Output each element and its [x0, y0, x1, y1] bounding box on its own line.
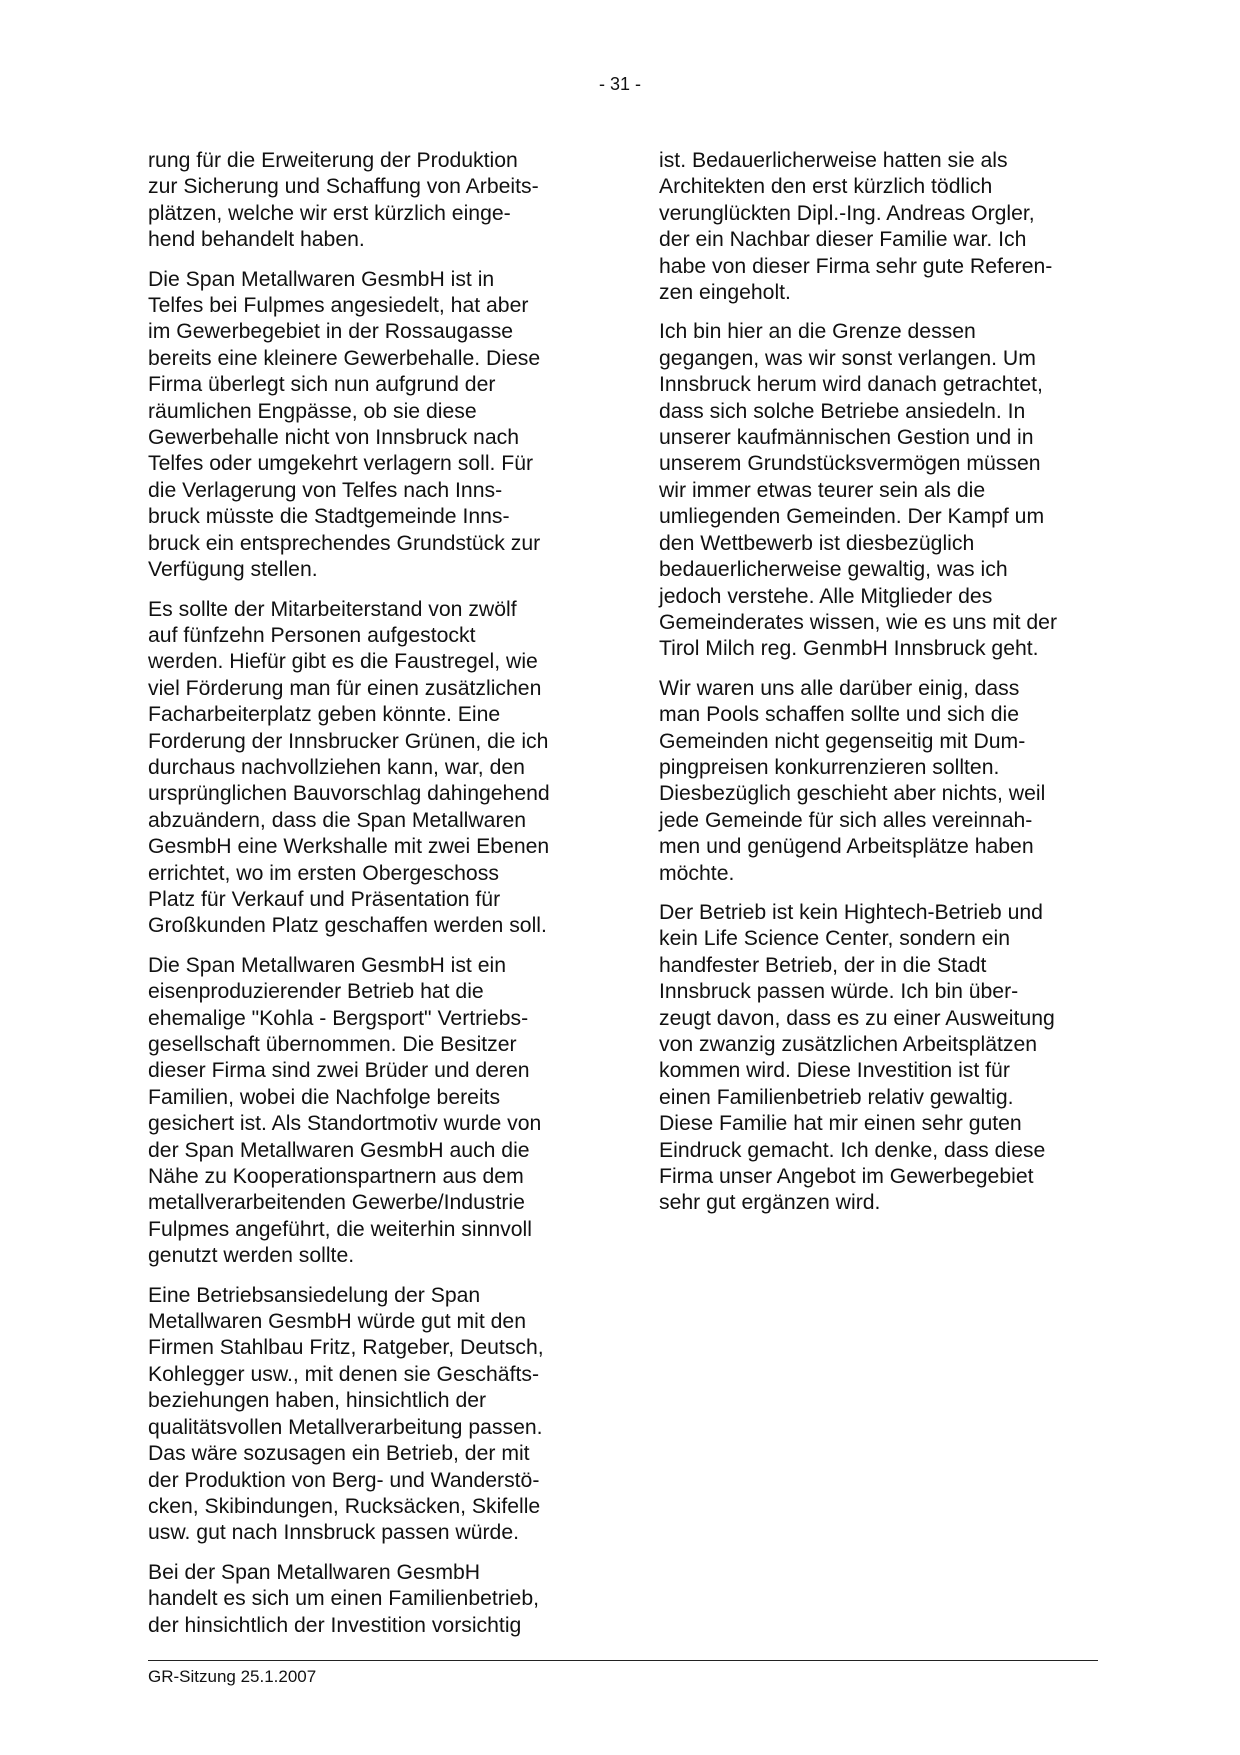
- text-line: auf fünfzehn Personen aufgestockt: [148, 623, 476, 647]
- text-line: zur Sicherung und Schaffung von Arbeits-: [148, 175, 539, 199]
- text-line: errichtet, wo im ersten Obergeschoss: [148, 861, 499, 885]
- text-line: bereits eine kleinere Gewerbehalle. Diese: [148, 346, 541, 370]
- text-line: der Span Metallwaren GesmbH auch die: [148, 1138, 530, 1162]
- text-line: bedauerlicherweise gewaltig, was ich: [659, 558, 1008, 582]
- text-line: Architekten den erst kürzlich tödlich: [659, 175, 993, 199]
- text-line: jedoch verstehe. Alle Mitglieder des: [659, 584, 993, 608]
- text-line: wir immer etwas teurer sein als die: [659, 478, 986, 502]
- text-line: jede Gemeinde für sich alles vereinnah-: [659, 808, 1033, 832]
- text-line: der ein Nachbar dieser Familie war. Ich: [659, 228, 1027, 252]
- text-line: handfester Betrieb, der in die Stadt: [659, 953, 987, 977]
- text-line: gesichert ist. Als Standortmotiv wurde von: [148, 1112, 542, 1136]
- text-line: dieser Firma sind zwei Brüder und deren: [148, 1059, 530, 1083]
- text-line: einen Familienbetrieb relativ gewaltig.: [659, 1085, 1014, 1109]
- paragraph: [148, 1560, 598, 1639]
- text-line: ehemalige "Kohla - Bergsport" Vertriebs-: [148, 1006, 529, 1030]
- text-line: beziehungen haben, hinsichtlich der: [148, 1389, 487, 1413]
- text-line: ursprünglichen Bauvorschlag dahingehend: [148, 782, 550, 806]
- text-line: Eine Betriebsansiedelung der Span: [148, 1283, 481, 1307]
- text-line: Tirol Milch reg. GenmbH Innsbruck geht.: [659, 637, 1039, 661]
- text-line: man Pools schaffen sollte und sich die: [659, 703, 1020, 727]
- text-line: bruck müsste die Stadtgemeinde Inns-: [148, 505, 510, 529]
- paragraph: [148, 148, 598, 254]
- text-line: cken, Skibindungen, Rucksäcken, Skifelle: [148, 1494, 541, 1518]
- text-line: Metallwaren GesmbH würde gut mit den: [148, 1310, 527, 1334]
- text-line: metallverarbeitenden Gewerbe/Industrie: [148, 1191, 525, 1215]
- paragraph: [659, 148, 1104, 306]
- text-line: abzuändern, dass die Span Metallwaren: [148, 808, 527, 832]
- paragraph: [148, 953, 598, 1270]
- text-line: Ich bin hier an die Grenze dessen: [659, 320, 976, 344]
- text-line: die Verlagerung von Telfes nach Inns-: [148, 478, 503, 502]
- text-line: GesmbH eine Werkshalle mit zwei Ebenen: [148, 835, 550, 859]
- paragraph: [659, 676, 1104, 887]
- text-line: genutzt werden sollte.: [148, 1244, 355, 1268]
- text-line: Verfügung stellen.: [148, 558, 318, 582]
- text-line: Gewerbehalle nicht von Innsbruck nach: [148, 426, 519, 450]
- text-line: den Wettbewerb ist diesbezüglich: [659, 531, 975, 555]
- text-line: usw. gut nach Innsbruck passen würde.: [148, 1521, 519, 1545]
- text-line: viel Förderung man für einen zusätzlichen: [148, 676, 542, 700]
- right-text-column: [659, 148, 1104, 1230]
- text-line: Diese Familie hat mir einen sehr guten: [659, 1112, 1022, 1136]
- text-line: zen eingeholt.: [659, 281, 791, 305]
- text-line: der Produktion von Berg- und Wanderstö-: [148, 1468, 540, 1492]
- text-line: ist. Bedauerlicherweise hatten sie als: [659, 149, 1008, 172]
- left-text-column: [148, 148, 598, 1652]
- paragraph: [659, 319, 1104, 662]
- text-line: hend behandelt haben.: [148, 228, 365, 252]
- text-line: Facharbeiterplatz geben könnte. Eine: [148, 703, 501, 727]
- text-line: dass sich solche Betriebe ansiedeln. In: [659, 399, 1026, 423]
- text-line: plätzen, welche wir erst kürzlich einge-: [148, 201, 511, 225]
- paragraph: [148, 267, 598, 584]
- text-line: Der Betrieb ist kein Hightech-Betrieb und: [659, 900, 1043, 924]
- text-line: Firma unser Angebot im Gewerbegebiet: [659, 1165, 1034, 1189]
- text-line: Telfes bei Fulpmes angesiedelt, hat aber: [148, 294, 529, 318]
- text-line: eisenproduzierender Betrieb hat die: [148, 980, 484, 1004]
- text-line: Wir waren uns alle darüber einig, dass: [659, 676, 1020, 700]
- text-line: Forderung der Innsbrucker Grünen, die ich: [148, 729, 549, 753]
- text-line: Familien, wobei die Nachfolge bereits: [148, 1085, 501, 1109]
- footer-session-date: GR-Sitzung 25.1.2007: [148, 1667, 317, 1686]
- text-line: Nähe zu Kooperationspartnern aus dem: [148, 1165, 524, 1189]
- footer-divider: [148, 1660, 1098, 1661]
- text-line: Firmen Stahlbau Fritz, Ratgeber, Deutsch,: [148, 1336, 544, 1360]
- paragraph: [148, 1283, 598, 1547]
- text-line: der hinsichtlich der Investition vorsichtig: [148, 1613, 522, 1637]
- text-line: Kohlegger usw., mit denen sie Geschäfts-: [148, 1362, 539, 1386]
- text-line: handelt es sich um einen Familienbetrieb,: [148, 1587, 540, 1611]
- text-line: bruck ein entsprechendes Grundstück zur: [148, 531, 541, 555]
- text-line: durchaus nachvollziehen kann, war, den: [148, 755, 525, 779]
- text-line: pingpreisen konkurrenzieren sollten.: [659, 755, 1000, 779]
- text-line: Eindruck gemacht. Ich denke, dass diese: [659, 1138, 1046, 1162]
- text-line: Die Span Metallwaren GesmbH ist ein: [148, 953, 506, 977]
- text-line: umliegenden Gemeinden. Der Kampf um: [659, 505, 1045, 529]
- text-line: Großkunden Platz geschaffen werden soll.: [148, 914, 547, 938]
- text-line: Firma überlegt sich nun aufgrund der: [148, 373, 496, 397]
- text-line: Gemeinderates wissen, wie es uns mit der: [659, 610, 1058, 634]
- text-line: unserem Grundstücksvermögen müssen: [659, 452, 1041, 476]
- text-line: gesellschaft übernommen. Die Besitzer: [148, 1033, 517, 1056]
- text-line: Die Span Metallwaren GesmbH ist in: [148, 267, 495, 291]
- text-line: werden. Hiefür gibt es die Faustregel, wie: [148, 650, 538, 674]
- text-line: Platz für Verkauf und Präsentation für: [148, 887, 501, 911]
- text-line: Fulpmes angeführt, die weiterhin sinnvoll: [148, 1217, 532, 1241]
- text-line: zeugt davon, dass es zu einer Ausweitung: [659, 1006, 1055, 1030]
- text-line: sehr gut ergänzen wird.: [659, 1191, 881, 1215]
- text-line: unserer kaufmännischen Gestion und in: [659, 426, 1034, 450]
- text-line: Das wäre sozusagen ein Betrieb, der mit: [148, 1442, 530, 1466]
- text-line: im Gewerbegebiet in der Rossaugasse: [148, 320, 514, 344]
- page-number: - 31 -: [598, 74, 641, 94]
- text-line: Diesbezüglich geschieht aber nichts, weil: [659, 782, 1046, 806]
- text-line: habe von dieser Firma sehr gute Referen-: [659, 254, 1053, 278]
- text-line: von zwanzig zusätzlichen Arbeitsplätzen: [659, 1033, 1038, 1056]
- text-line: Es sollte der Mitarbeiterstand von zwölf: [148, 597, 517, 621]
- text-line: rung für die Erweiterung der Produktion: [148, 149, 518, 172]
- paragraph: [148, 597, 598, 940]
- text-line: kein Life Science Center, sondern ein: [659, 927, 1010, 951]
- paragraph: [659, 900, 1104, 1217]
- text-line: möchte.: [659, 861, 735, 885]
- text-line: gegangen, was wir sonst verlangen. Um: [659, 346, 1036, 370]
- text-line: kommen wird. Diese Investition ist für: [659, 1059, 1010, 1083]
- text-line: men und genügend Arbeitsplätze haben: [659, 835, 1034, 859]
- text-line: Telfes oder umgekehrt verlagern soll. Für: [148, 452, 534, 476]
- text-line: Bei der Span Metallwaren GesmbH: [148, 1560, 481, 1584]
- text-line: Innsbruck herum wird danach getrachtet,: [659, 373, 1043, 397]
- text-line: Innsbruck passen würde. Ich bin über-: [659, 980, 1019, 1004]
- text-line: räumlichen Engpässe, ob sie diese: [148, 399, 477, 423]
- text-line: Gemeinden nicht gegenseitig mit Dum-: [659, 729, 1026, 753]
- text-line: verunglückten Dipl.-Ing. Andreas Orgler,: [659, 201, 1035, 225]
- text-line: qualitätsvollen Metallverarbeitung passen.: [148, 1415, 543, 1439]
